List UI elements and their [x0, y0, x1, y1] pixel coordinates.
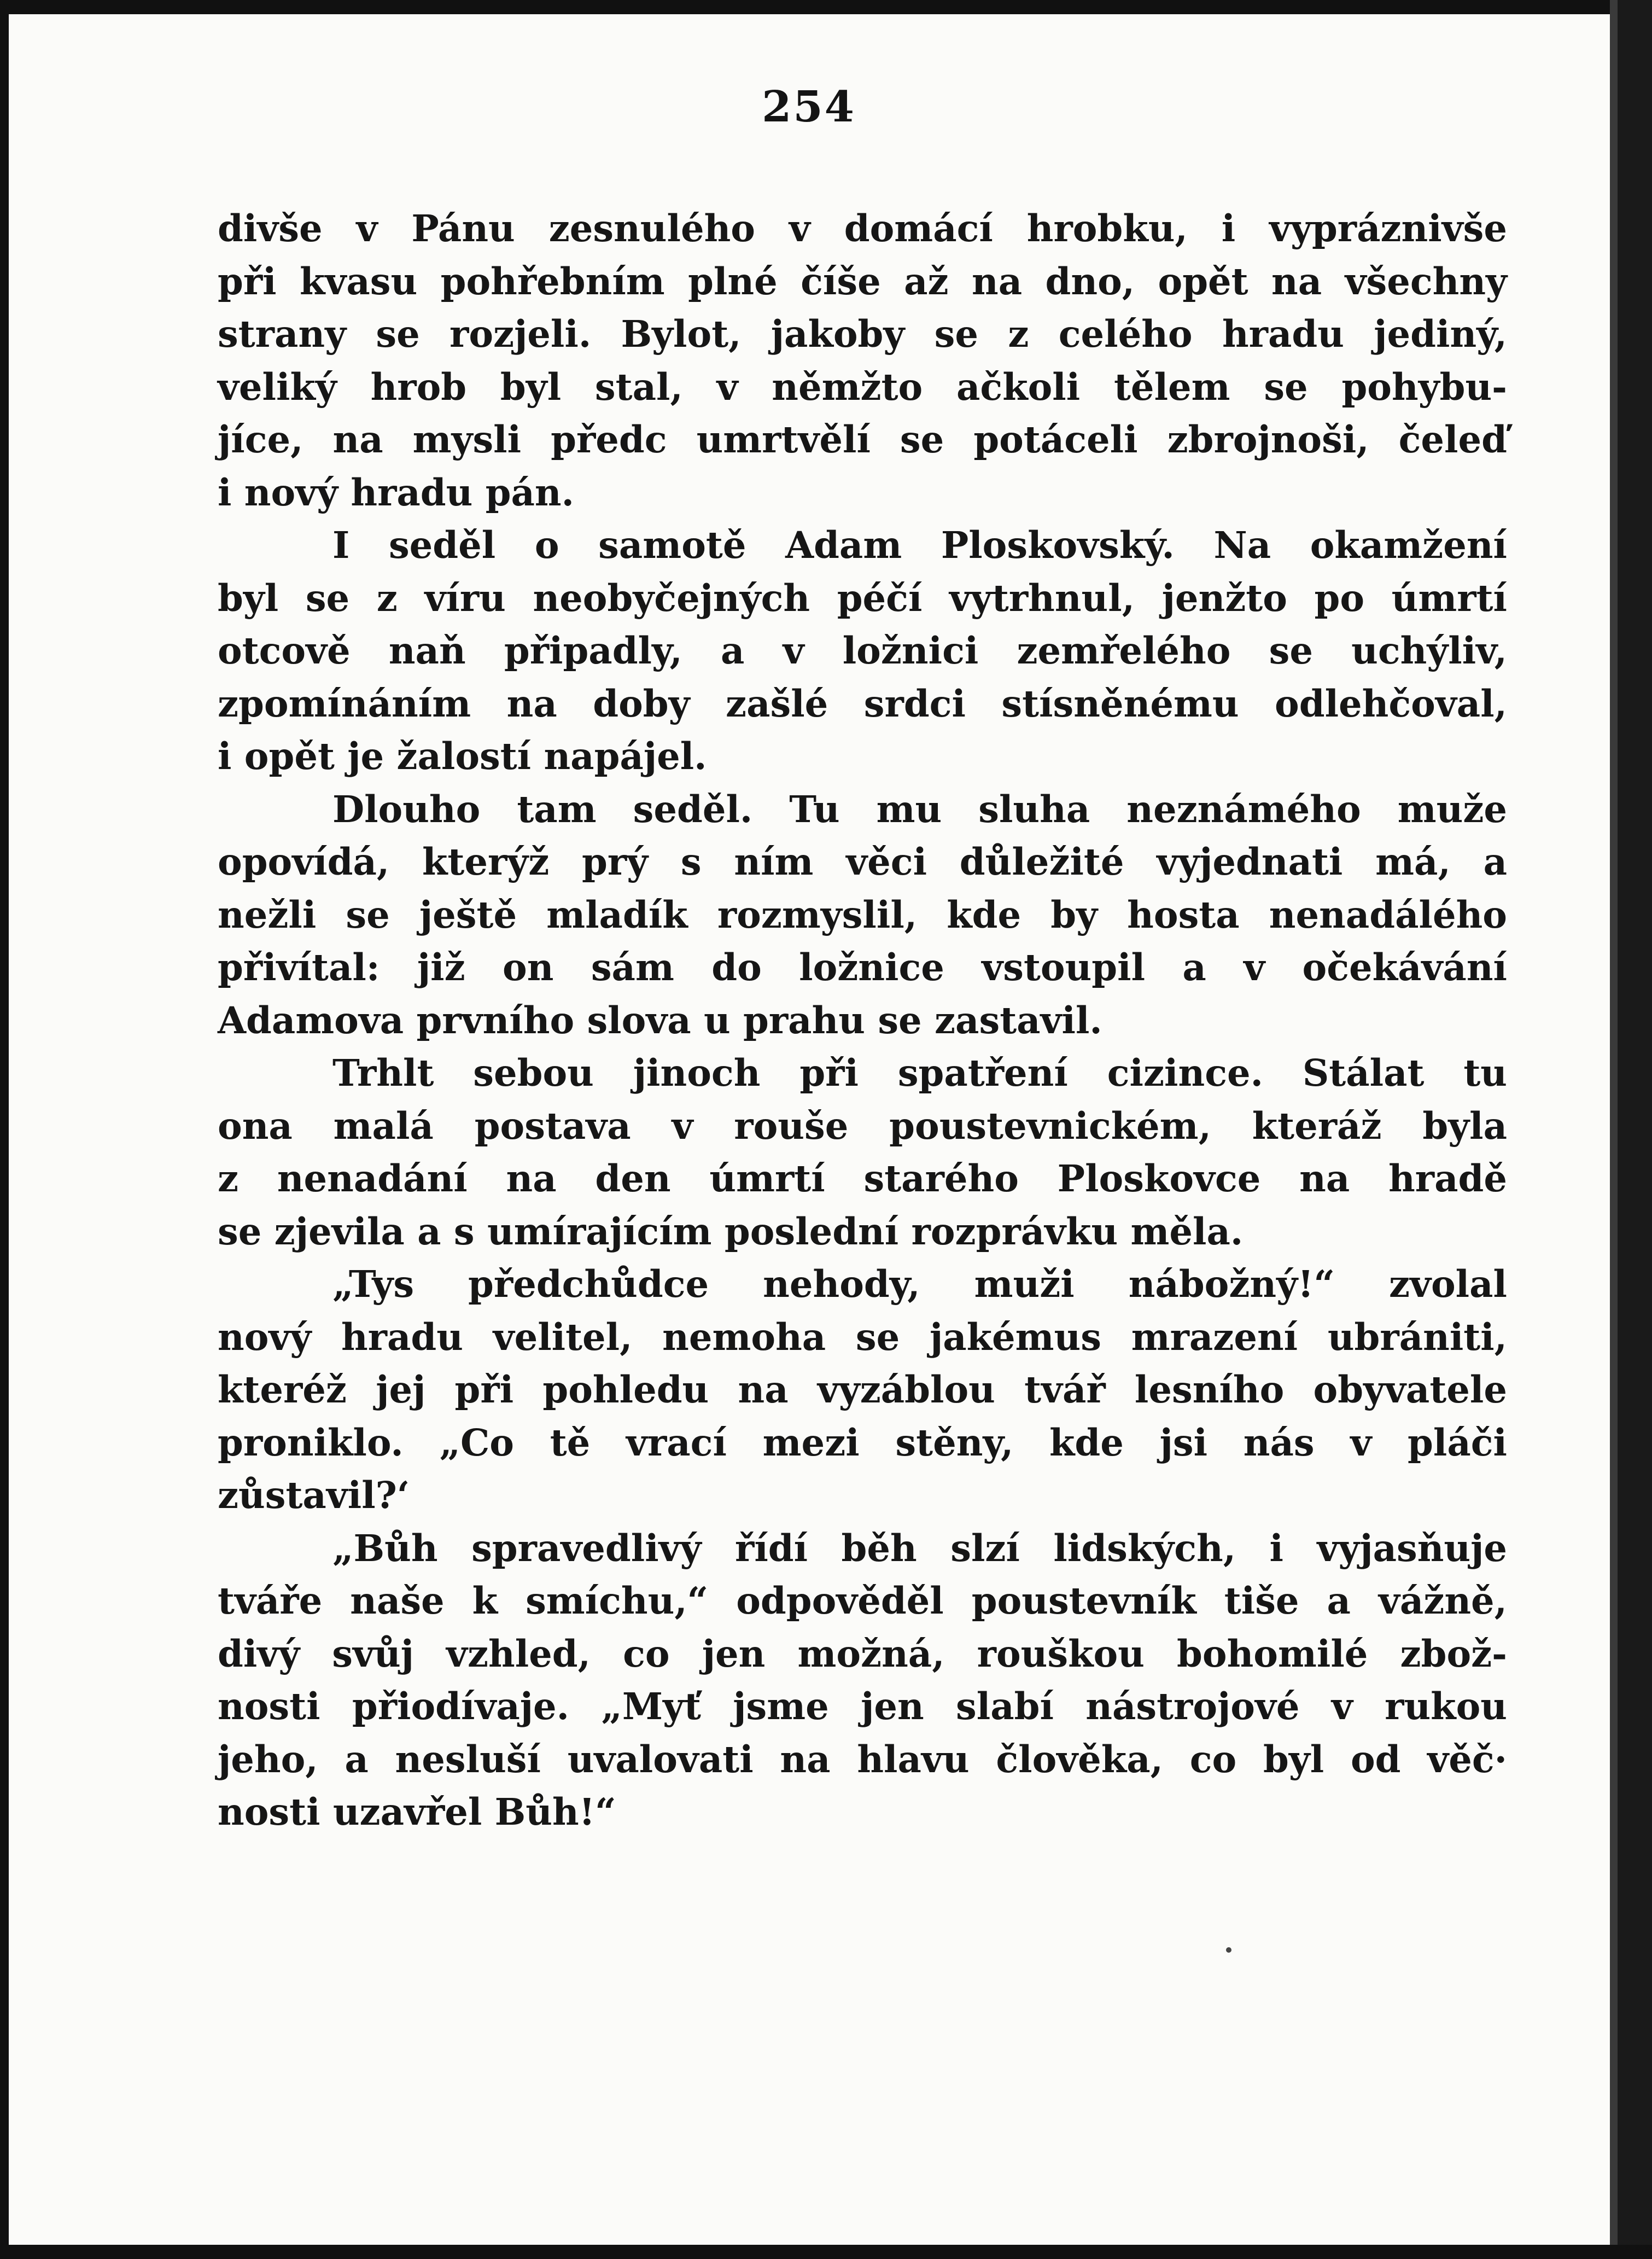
scan-border-right	[1618, 0, 1652, 2259]
text-line: při kvasu pohřebním plné číše až na dno, opět na všechny	[218, 259, 1507, 303]
text-line: nežli se ještě mladík rozmyslil, kde by hosta nenadálého	[218, 893, 1507, 936]
page-number: 254	[762, 82, 856, 132]
text-line: ona malá postava v rouše poustevnickém, kteráž byla	[218, 1104, 1507, 1148]
text-line: divše v Pánu zesnulého v domácí hrobku, i vypráznivše	[218, 207, 1507, 250]
text-line: Dlouho tam seděl. Tu mu sluha neznámého muže	[332, 787, 1507, 831]
text-line: se zjevila a s umírajícím poslední rozprávku měla.	[218, 1209, 1244, 1253]
paragraph	[218, 783, 1507, 1047]
text-line: otcově naň připadly, a v ložnici zemřelého se uchýliv,	[218, 629, 1507, 672]
paragraph	[218, 1258, 1507, 1522]
text-line: „Tys předchůdce nehody, muži nábožný!“ zvolal	[332, 1262, 1507, 1306]
text-line: nosti přiodívaje. „Myť jsme jen slabí nástrojové v rukou	[218, 1685, 1507, 1728]
text-line: Adamova prvního slova u prahu se zastavil.	[218, 998, 1102, 1042]
paragraph	[218, 202, 1507, 519]
text-line: Trhlt sebou jinoch při spatření cizince. Stálat tu	[332, 1051, 1507, 1094]
scan-border-top	[0, 0, 1652, 14]
text-line: nosti uzavřel Bůh!“	[218, 1790, 616, 1833]
text-line: nový hradu velitel, nemoha se jakémus mrazení ubrániti,	[218, 1315, 1507, 1359]
paragraph	[218, 1522, 1507, 1839]
scan-border-left	[0, 0, 9, 2259]
text-line: zpomínáním na doby zašlé srdci stísněnému odlehčoval,	[218, 682, 1507, 725]
text-line: jeho, a nesluší uvalovati na hlavu člověka, co byl od věč·	[218, 1737, 1507, 1781]
text-line: zůstavil?‘	[218, 1474, 410, 1517]
text-line: přivítal: již on sám do ložnice vstoupil a v očekávání	[218, 946, 1507, 989]
print-speck	[1226, 1947, 1231, 1953]
text-line: „Bůh spravedlivý řídí běh slzí lidských, i vyjasňuje	[332, 1526, 1507, 1570]
text-line: strany se rozjeli. Bylot, jakoby se z celého hradu jediný,	[218, 312, 1507, 356]
text-line: byl se z víru neobyčejných péčí vytrhnul, jenžto po úmrtí	[218, 576, 1507, 620]
text-line: z nenadání na den úmrtí starého Ploskovce na hradě	[218, 1157, 1507, 1200]
text-line: i opět je žalostí napájel.	[218, 735, 707, 778]
text-line: tváře naše k smíchu,“ odpověděl poustevník tiše a vážně,	[218, 1579, 1507, 1622]
text-line: kteréž jej při pohledu na vyzáblou tvář lesního obyvatele	[218, 1368, 1507, 1411]
text-line: proniklo. „Co tě vrací mezi stěny, kde jsi nás v pláči	[218, 1420, 1507, 1464]
page-gutter-shadow	[1610, 0, 1618, 2259]
text-line: opovídá, kterýž prý s ním věci důležité vyjednati má, a	[218, 840, 1507, 883]
text-line: jíce, na mysli předc umrtvělí se potáceli zbrojnoši, čeleď	[218, 418, 1507, 461]
text-line: divý svůj vzhled, co jen možná, rouškou bohomilé zbož-	[218, 1632, 1507, 1675]
text-line: veliký hrob byl stal, v němžto ačkoli tělem se pohybu-	[218, 365, 1507, 409]
text-line: i nový hradu pán.	[218, 470, 574, 514]
paragraph	[218, 519, 1507, 783]
scan-border-bottom	[0, 2245, 1652, 2259]
body-text	[218, 202, 1507, 1839]
paragraph	[218, 1047, 1507, 1258]
text-line: I seděl o samotě Adam Ploskovský. Na okamžení	[332, 523, 1507, 567]
